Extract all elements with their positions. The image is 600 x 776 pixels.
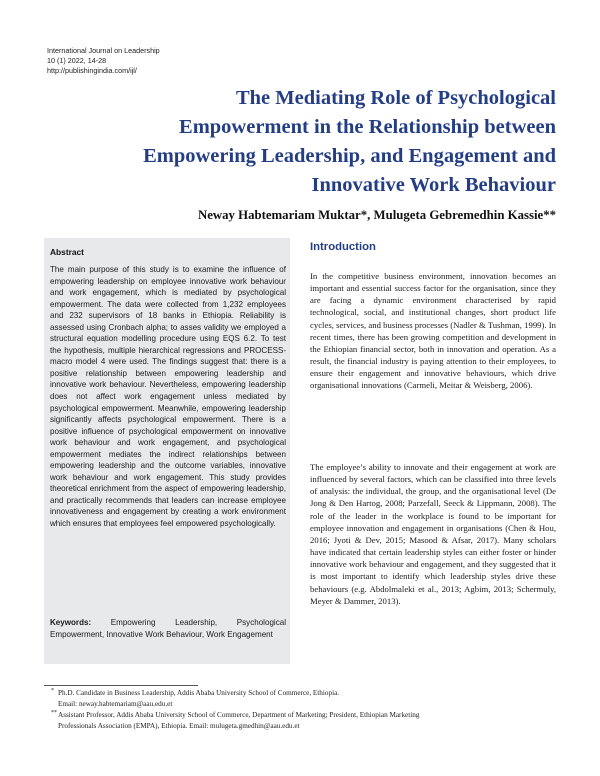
footnote-line: Professionals Association (EMPA), Ethiopia. Email: mulugeta.gmedhin@aau.edu.et — [58, 721, 300, 730]
abstract-heading: Abstract — [50, 247, 84, 257]
footnote-line: Ph.D. Candidate in Business Leadership, Addis Ababa University School of Commerce, Ethiopia. — [58, 689, 340, 697]
footnote-mark: ** — [51, 710, 57, 716]
title-line: The Mediating Role of Psychological — [235, 87, 556, 109]
abstract-text: The main purpose of this study is to examine the influence of empowering leadership on employee innovative work behaviour and work engagement, which is mediated by psychological empowerment. The data were collected from 1,232 employees and 232 supervisors of 18 banks in Ethiopia. Reliability is assessed using Cronbach alpha; to asses validity we employed a structural equation modelling procedure using EQS 6.2. To test the hypothesis, multiple hierarchical regressions and PROCESS-macro model 4 were used. The findings suggest that: there is a positive relationship between empowering leadership and innovative work behaviour. Nevertheless, empowering leadership does not affect work engagement unless mediated by psychological empowerment. Meanwhile, empowering leadership significantly affects psychological empowerment. There is a positive influence of psychological empowerment on innovative work behaviour and work engagement, and psychological empowerment mediates the indirect relationships between empowering leadership and the outcome variables, innovative work behaviour and work engagement. This study provides theoretical enrichment from the aspect of empowering leadership, and practically recommends that leaders can increase employee innovativeness and engagement by creating a work environment which ensures that employees feel empowered psychologically. — [50, 265, 286, 529]
paper-title — [60, 84, 556, 200]
footnote-line: Email: neway.habtemariam@aau.edu.et — [58, 699, 173, 708]
journal-name: International Journal on Leadership — [47, 46, 160, 55]
keywords-label: Keywords: — [50, 618, 92, 627]
title-line: Empowering Leadership, and Engagement and — [143, 145, 556, 167]
footnote-author-2 — [51, 710, 558, 732]
footnote-mark: * — [51, 688, 54, 694]
keywords-list: Empowering Leadership, Psychological Empowerment, Innovative Work Behaviour, Work Engagement — [50, 618, 286, 639]
author-list: Neway Habtemariam Muktar*, Mulugeta Gebremedhin Kassie** — [197, 208, 556, 222]
introduction-paragraph-1: In the competitive business environment, innovation becomes an important and essential success factor for the organisation, since they are facing a dynamic environment characterised by rapid technological, social, and institutional changes, short product life cycles, services, and business processes (Nadler & Tushman, 1999). In recent times, there has been growing competition and development in the Ethiopian financial sector, both in innovation and operation. As a result, the financial industry is paying attention to their employees, to ensure their engagement and innovative behaviours, which drive organisational innovations (Carmeli, Meitar & Weisberg, 2006). — [310, 271, 556, 391]
introduction-paragraph-2: The employee’s ability to innovate and their engagement at work are influenced by several factors, which can be classified into three levels of analysis: the individual, the group, and the organisational level (De Jong & Den Hartog, 2008; Parzefall, Seeck & Lippmann, 2008). The role of the leader in the workplace is found to be important for employee innovation and engagement in organisations (Chen & Hou, 2016; Jyoti & Dev, 2015; Masood & Afsar, 2017). Many scholars have indicated that certain leadership styles can either foster or hinder innovative work behaviour and engagement, and they suggested that it is most important to identify which leadership styles drive these behaviours (e.g. Abdolmaleki et al., 2013; Agbim, 2013; Schermuly, Meyer & Dammer, 2013). — [310, 462, 556, 606]
journal-url[interactable]: http://publishingindia.com/ijl/ — [47, 66, 137, 75]
journal-volume: 10 (1) 2022, 14-28 — [47, 56, 107, 65]
footnote-author-1 — [51, 688, 558, 710]
keywords — [50, 617, 286, 640]
footnote-divider — [44, 685, 198, 686]
introduction-heading: Introduction — [310, 241, 376, 253]
title-line: Innovative Work Behaviour — [311, 174, 556, 196]
title-line: Empowerment in the Relationship between — [179, 116, 556, 138]
journal-info — [47, 46, 160, 76]
footnote-line: Assistant Professor, Addis Ababa University School of Commerce, Department of Marketing; President, Ethiopian Marketing — [58, 711, 420, 719]
